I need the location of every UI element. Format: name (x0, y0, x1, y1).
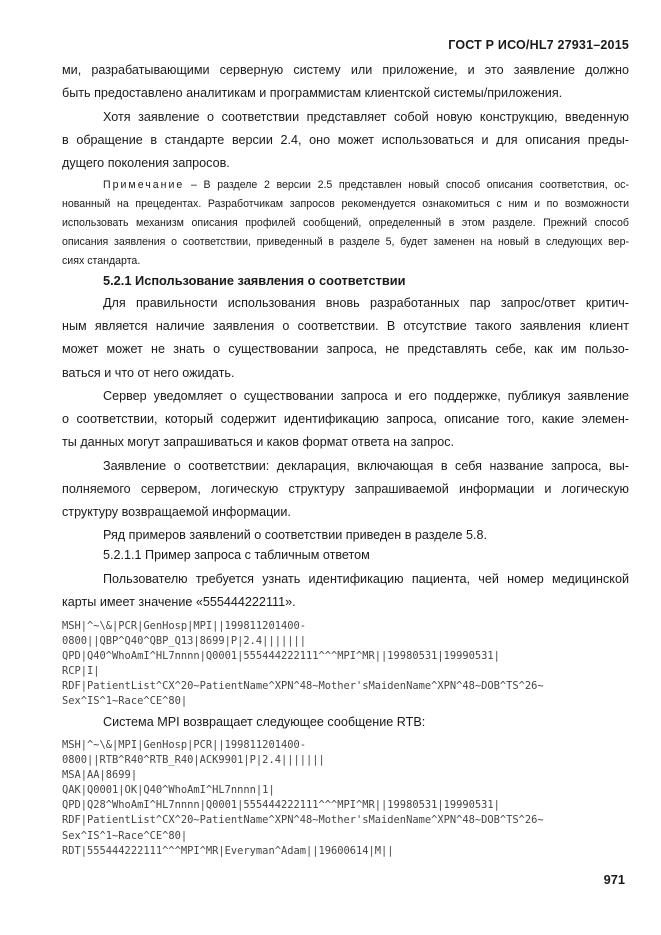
code-line: Sex^IS^1~Race^CE^80| (62, 695, 188, 708)
text-line: ным является наличие заявления о соответствии. В отсутствие такого заявления клиент (62, 319, 629, 334)
code-line: MSH|^~\&|PCR|GenHosp|MPI||199811201400- (62, 620, 306, 632)
code-line: QPD|Q40^WhoAmI^HL7nnnn|Q0001|555444222111^^^MPI^MR||19980531|19990531| (62, 650, 500, 663)
code-block-query (62, 619, 629, 710)
paragraph-definition (62, 455, 629, 525)
paragraph-usage (62, 292, 629, 385)
code-line: RDT|555444222111^^^MPI^MR|Everyman^Adam||19600614|M|| (62, 844, 394, 857)
text-line: ми, разрабатывающими серверную систему или приложение, и это заявление должно (62, 63, 629, 77)
note-line: Примечание – В разделе 2 версии 2.5 представлен новый способ описания соответствия, ос- (103, 179, 629, 191)
paragraph-rtb-intro: Система MPI возвращает следующее сообщение RTB: (103, 715, 426, 729)
document-header: ГОСТ Р ИСО/HL7 27931–2015 (448, 38, 629, 52)
text-line: Пользователю требуется узнать идентификацию пациента, чей номер медицинской (103, 572, 629, 586)
paragraph-examples-ref: Ряд примеров заявлений о соответствии приведен в разделе 5.8. (103, 528, 488, 542)
code-line: RDF|PatientList^CX^20~PatientName^XPN^48~Mother'sMaidenName^XPN^48~DOB^TS^26~ (62, 680, 544, 693)
text-line: Для правильности использования вновь разработанных пар запрос/ответ критич- (103, 296, 629, 310)
note-label: Примечание (103, 179, 185, 191)
note-line: нованный на прецедентах. Разработчикам запросов рекомендуется ознакомиться с ним и по возможности (62, 198, 629, 210)
paragraph-continuation (62, 59, 629, 105)
code-line: QPD|Q28^WhoAmI^HL7nnnn|Q0001|555444222111^^^MPI^MR||19980531|19990531| (62, 799, 500, 812)
text-line: Сервер уведомляет о существовании запроса и его поддержке, публикуя заявление (103, 389, 629, 403)
code-line: MSH|^~\&|MPI|GenHosp|PCR||199811201400- (62, 739, 306, 751)
text-line: ты данных могут запрашиваться и каков формат ответа на запрос. (62, 435, 455, 450)
text-line: в обращение в стандарте версии 2.4, оно может использоваться и для описания преды- (62, 133, 629, 148)
note-line: использовать механизм описания профилей сообщений, определенный в этом разделе. Прежний способ (62, 217, 629, 229)
text-line: дущего поколения запросов. (62, 156, 230, 171)
text-line: быть предоставлено аналитикам и программистам клиентской системы/приложения. (62, 86, 563, 101)
text-line: полняемого сервером, логическую структуру запрашиваемой информации и логическую (62, 482, 629, 497)
code-line: Sex^IS^1~Race^CE^80| (62, 829, 188, 842)
text-line: структуру возвращаемой информации. (62, 505, 291, 520)
section-heading-5-2-1-1: 5.2.1.1 Пример запроса с табличным ответом (103, 548, 370, 562)
code-line: 0800||QBP^Q40^QBP_Q13|8699|P|2.4||||||| (62, 635, 306, 648)
text-line: ваться и что от него ожидать. (62, 365, 235, 380)
code-line: RDF|PatientList^CX^20~PatientName^XPN^48~Mother'sMaidenName^XPN^48~DOB^TS^26~ (62, 814, 544, 827)
code-line: QAK|Q0001|OK|Q40^WhoAmI^HL7nnnn|1| (62, 784, 275, 797)
text-line: карты имеет значение «555444222111». (62, 595, 296, 610)
note-block (62, 176, 629, 271)
text-line: о соответствии, который содержит идентификацию запроса, описание того, какие элемен- (62, 412, 629, 427)
text-line: Хотя заявление о соответствии представляет собой новую конструкцию, введенную (103, 110, 629, 124)
paragraph-example-desc (62, 568, 629, 614)
note-line: описания заявления о соответствии, приведенный в разделе 5, будет заменен на новый в следующих вер- (62, 236, 629, 248)
text-line: Заявление о соответствии: декларация, включающая в себя название запроса, вы- (103, 459, 629, 473)
text-line: может может не знать о существовании запроса, не представлять себе, как им пользо- (62, 342, 629, 357)
code-line: 0800||RTB^R40^RTB_R40|ACK9901|P|2.4||||||| (62, 754, 325, 767)
paragraph-version-note (62, 106, 629, 176)
code-block-response (62, 738, 629, 859)
code-line: RCP|I| (62, 665, 100, 678)
page-number: 971 (603, 872, 625, 887)
code-line: MSA|AA|8699| (62, 769, 138, 782)
section-heading-5-2-1: 5.2.1 Использование заявления о соответствии (103, 273, 406, 288)
note-line: сиях стандарта. (62, 255, 141, 267)
paragraph-server (62, 385, 629, 455)
